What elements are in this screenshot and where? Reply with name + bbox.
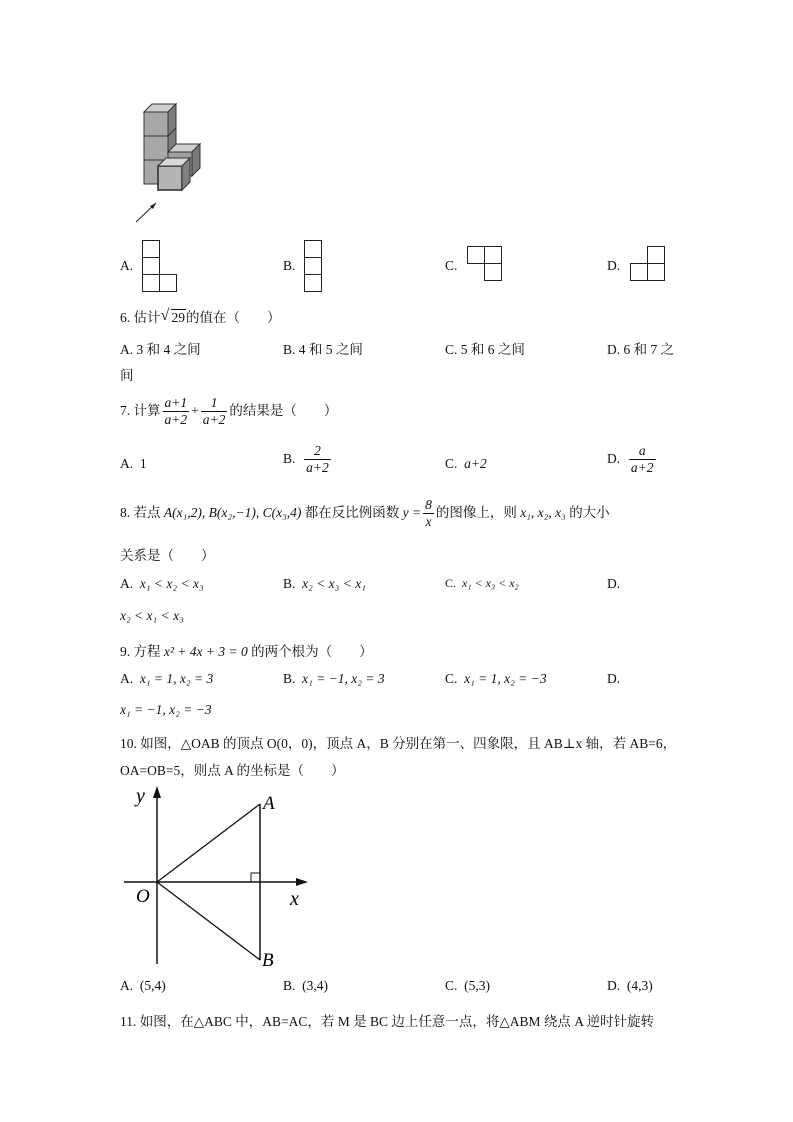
q5-option-b-view [304,240,324,294]
q10-coordinate-figure [120,784,320,974]
q6-option-c[interactable]: C. 5 和 6 之间 [445,342,525,357]
q10-option-d[interactable]: D. (4,3) [607,978,653,993]
q6-stem [120,306,281,326]
q9-option-d-value[interactable]: x₁ = −1, x₂ = −3 [120,702,212,717]
q7-fraction-2: $\frac{1}{a+2}$ [202,395,226,427]
q5-option-a-view [142,240,178,294]
q5-option-c-label[interactable]: C. [445,258,458,273]
q7-stem [120,396,337,428]
q6-sqrt: √ 29 [160,307,185,325]
q9-option-a[interactable]: A. x₁ = 1, x₂ = 3 [120,671,214,686]
q10-option-b[interactable]: B. (3,4) [283,978,329,993]
q10-y-label: y [136,785,145,807]
q8-function-fraction: $\frac{8}{x}$ [425,497,432,529]
q7-option-c[interactable]: C. a+2 [445,456,487,471]
q8-stem: 8. 若点 A(x₁,2), B(x₂,−1), C(x₃,4) 都在反比例函数 y = $\frac{8}{x}$ 的图像上，则 x₁, x₂, x₃ 的大小 [120,497,610,529]
q9-equation: x² + 4x + 3 = 0 [163,644,248,659]
q8-stem-line2: 关系是（ ） [120,548,215,563]
q10-point-a-label: A [263,793,275,814]
q6-option-d-wrap: 间 [120,368,134,383]
q5-option-b-label[interactable]: B. [283,258,296,273]
q7-option-a[interactable]: A. 1 [120,456,147,471]
q6-option-d[interactable]: D. 6 和 7 之 [607,342,675,357]
q10-stem-line1: 10. 如图，△OAB 的顶点 O(0，0)，顶点 A，B 分别在第一、四象限，且 AB⊥x 轴，若 AB=6， [120,736,677,751]
q6-suffix: 的值在（ ） [186,310,281,325]
q10-origin-label: O [136,886,150,907]
q6-radicand: 29 [171,310,185,325]
q7-suffix: 的结果是（ ） [229,403,338,419]
q10-x-label: x [290,888,299,910]
q5-option-a-label[interactable]: A. [120,258,134,273]
q7-plus: + [191,403,199,419]
q7-prefix: 7. 计算 [120,403,161,419]
q8-option-a[interactable]: A. x₁ < x₂ < x₃ [120,576,204,591]
q11-stem-line1: 11. 如图，在△ABC 中，AB=AC，若 M 是 BC 边上任意一点，将△ABM 绕点 A 逆时针旋转 [120,1014,655,1029]
q5-option-d-label[interactable]: D. [607,258,621,273]
cube-stack-figure [128,100,208,225]
q10-stem-line2: OA=OB=5，则点 A 的坐标是（ ） [120,763,345,778]
q6-option-b[interactable]: B. 4 和 5 之间 [283,342,363,357]
q5-option-c-view [467,246,505,284]
q5-option-d-view [630,246,668,284]
q10-option-c[interactable]: C. (5,3) [445,978,491,993]
q6-option-a[interactable]: A. 3 和 4 之间 [120,342,201,357]
q8-option-d-value[interactable]: x₂ < x₁ < x₃ [120,608,184,623]
q7-option-b[interactable]: B. $\frac{2}{a+2}$ [283,443,329,475]
q9-option-d-label[interactable]: D. [607,671,621,686]
q8-points: A(x₁,2), B(x₂,−1), C(x₃,4) [163,505,302,521]
q9-option-b[interactable]: B. x₁ = −1, x₂ = 3 [283,671,385,686]
q6-prefix: 6. 估计 [120,310,161,325]
q8-option-b[interactable]: B. x₂ < x₃ < x₁ [283,576,366,591]
q10-point-b-label: B [262,950,274,971]
q9-stem: 9. 方程 x² + 4x + 3 = 0 的两个根为（ ） [120,644,373,659]
q8-option-c[interactable]: C. x₁ < x₃ < x₂ [445,576,519,590]
q8-option-d-label[interactable]: D. [607,576,621,591]
q9-option-c[interactable]: C. x₁ = 1, x₂ = −3 [445,671,547,686]
q7-option-d[interactable]: D. $\frac{a}{a+2}$ [607,443,654,475]
q7-fraction-1: $\frac{a+1}{a+2}$ [164,395,188,427]
q10-option-a[interactable]: A. (5,4) [120,978,166,993]
